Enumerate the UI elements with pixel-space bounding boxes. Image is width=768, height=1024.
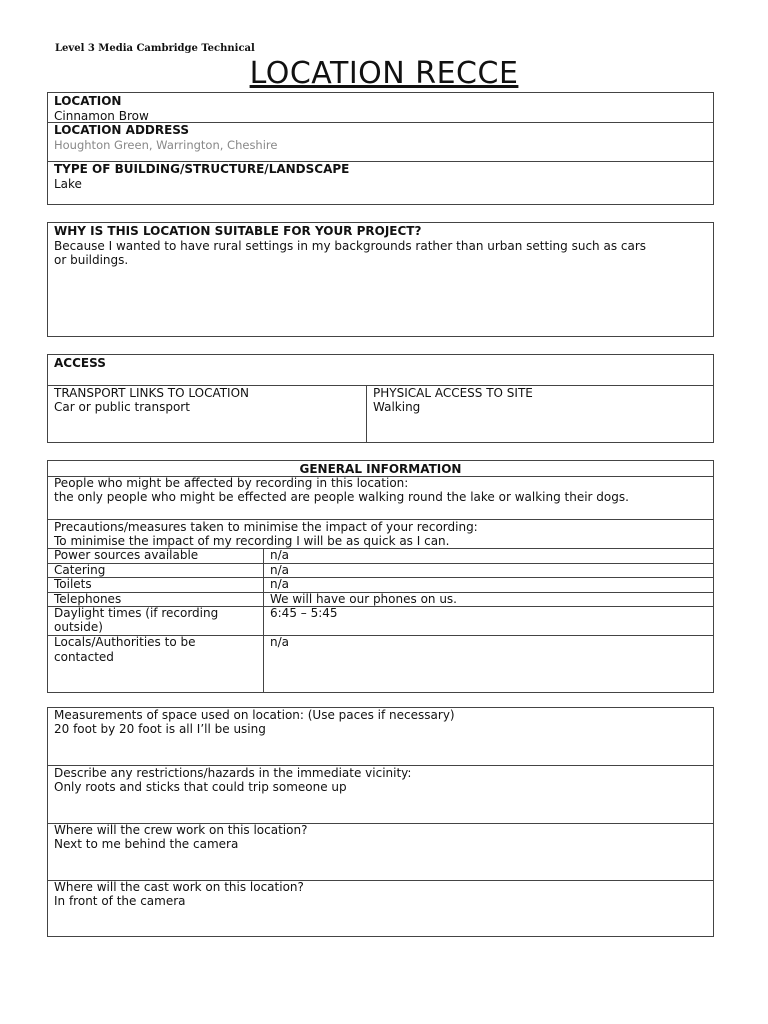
authorities-label-line1: Locals/Authorities to be	[54, 635, 196, 649]
daylight-value: 6:45 – 5:45	[270, 606, 338, 620]
general-info-box	[47, 460, 714, 693]
crew-value: Next to me behind the camera	[54, 837, 239, 851]
type-label: TYPE OF BUILDING/STRUCTURE/LANDSCAPE	[54, 162, 350, 176]
catering-label: Catering	[54, 563, 106, 577]
affected-value: the only people who might be effected are people walking round the lake or walking their dogs.	[54, 490, 629, 504]
location-box	[47, 92, 714, 205]
physical-label: PHYSICAL ACCESS TO SITE	[373, 386, 533, 400]
telephones-value: We will have our phones on us.	[270, 592, 457, 606]
general-heading: GENERAL INFORMATION	[299, 462, 462, 476]
access-box	[47, 354, 714, 443]
transport-label: TRANSPORT LINKS TO LOCATION	[54, 386, 250, 400]
suitability-cell	[48, 223, 713, 268]
affected-label: People who might be affected by recording in this location:	[54, 476, 409, 490]
toilets-value: n/a	[270, 577, 290, 591]
type-value: Lake	[54, 176, 82, 191]
measurements-label: Measurements of space used on location: (Use paces if necessary)	[54, 708, 455, 722]
suitability-label: WHY IS THIS LOCATION SUITABLE FOR YOUR PROJECT?	[54, 224, 422, 238]
crew-label: Where will the crew work on this location?	[54, 823, 308, 837]
precautions-value: To minimise the impact of my recording I will be as quick as I can.	[54, 534, 450, 548]
access-label: ACCESS	[54, 356, 106, 370]
measurements-value: 20 foot by 20 foot is all I’ll be using	[54, 722, 266, 736]
authorities-value: n/a	[270, 635, 290, 649]
location-value: Cinnamon Brow	[54, 108, 149, 123]
toilets-label: Toilets	[54, 577, 92, 591]
divider	[263, 548, 264, 693]
suitability-value-line2: or buildings.	[54, 253, 129, 267]
catering-value: n/a	[270, 563, 290, 577]
authorities-label-line2: contacted	[54, 650, 114, 664]
divider	[48, 577, 713, 578]
daylight-label-line1: Daylight times (if recording	[54, 606, 219, 620]
suitability-value-line1: Because I wanted to have rural settings in my backgrounds rather than urban setting such as cars	[54, 238, 647, 253]
page-title: LOCATION RECCE	[249, 56, 519, 91]
suitability-box	[47, 222, 714, 337]
cast-label: Where will the cast work on this location?	[54, 880, 304, 894]
location-cell	[48, 93, 713, 123]
divider	[48, 563, 713, 564]
telephones-label: Telephones	[54, 592, 122, 606]
restrictions-value: Only roots and sticks that could trip someone up	[54, 780, 347, 794]
power-label: Power sources available	[54, 548, 199, 562]
divider	[366, 385, 367, 443]
cast-value: In front of the camera	[54, 894, 186, 908]
address-label: LOCATION ADDRESS	[54, 123, 190, 137]
type-cell	[48, 161, 713, 205]
space-box	[47, 707, 714, 937]
location-label: LOCATION	[54, 94, 122, 108]
precautions-label: Precautions/measures taken to minimise the impact of your recording:	[54, 520, 478, 534]
transport-value: Car or public transport	[54, 400, 190, 414]
restrictions-label: Describe any restrictions/hazards in the immediate vicinity:	[54, 766, 412, 780]
address-value: Houghton Green, Warrington, Cheshire	[54, 137, 278, 152]
daylight-label-line2: outside)	[54, 620, 103, 634]
access-heading-cell	[48, 355, 713, 371]
header-note: Level 3 Media Cambridge Technical	[55, 43, 255, 54]
physical-value: Walking	[373, 400, 421, 414]
power-value: n/a	[270, 548, 290, 562]
address-cell	[48, 122, 713, 162]
